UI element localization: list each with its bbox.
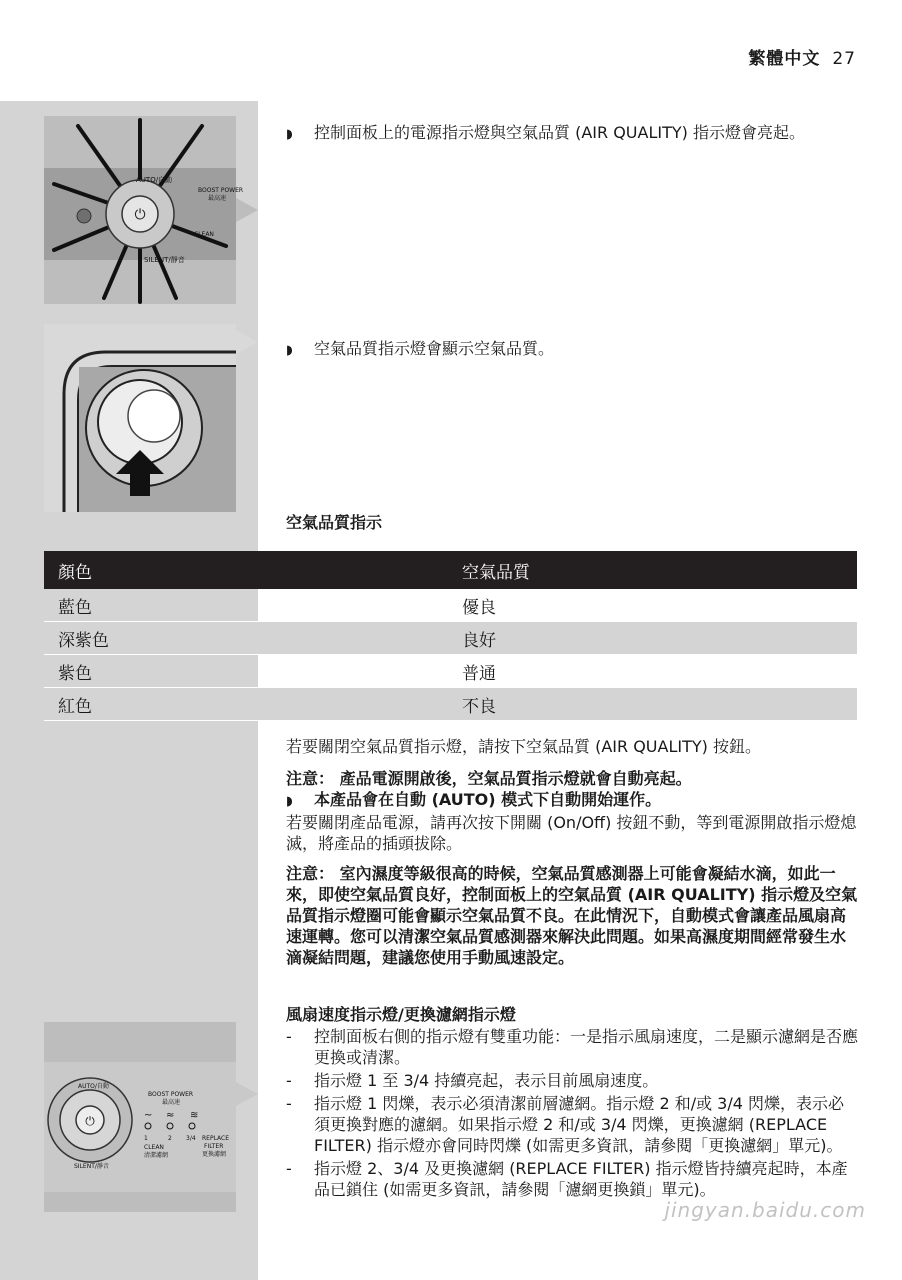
label-replace: REPLACE	[202, 1135, 230, 1142]
list-item-text: 指示燈 2、3/4 及更換濾網 (REPLACE FILTER) 指示燈皆持續亮起時，本產品已鎖住 (如需更多資訊，請參閱「濾網更換鎖」單元)。	[314, 1159, 848, 1199]
page-number: 27	[832, 49, 856, 69]
table-header-row	[44, 551, 857, 589]
p1-text: 若要關閉空氣品質指示燈，請按下空氣品質 (AIR QUALITY) 按鈕。	[286, 737, 761, 756]
dash-marker: -	[286, 1027, 292, 1046]
page-header	[748, 44, 856, 69]
label-boost-power: BOOST POWER	[198, 187, 244, 194]
section-title-aq: 空氣品質指示	[286, 513, 383, 532]
table-row	[44, 589, 857, 622]
header-language: 繁體中文	[748, 49, 821, 69]
fan-indicator-list	[286, 1026, 858, 1202]
table-header-quality: 空氣品質	[448, 551, 857, 589]
table-header-color: 顏色	[44, 551, 448, 589]
list-item	[286, 1026, 858, 1068]
bullet-power-light	[286, 122, 856, 146]
bullet-aq-display	[286, 338, 856, 362]
label-boost-power: BOOST POWER	[148, 1091, 194, 1098]
power-icon: ⏻	[85, 1114, 95, 1128]
control-panel-illustration	[44, 116, 244, 304]
table-cell-color: 藍色	[44, 589, 448, 622]
figure-pointer	[236, 330, 258, 354]
figure-fan-panel	[44, 1022, 236, 1212]
table-cell-color: 深紫色	[44, 622, 448, 655]
label-auto: AUTO/自動	[136, 176, 173, 184]
list-item-text: 指示燈 1 至 3/4 持續亮起，表示目前風扇速度。	[314, 1071, 659, 1090]
fan-panel-illustration	[44, 1022, 236, 1212]
aq-sensor	[77, 209, 91, 223]
bullet-text-2: 空氣品質指示燈會顯示空氣品質。	[314, 339, 555, 358]
table-cell-quality: 不良	[448, 688, 857, 721]
dash-marker: -	[286, 1094, 292, 1113]
label-boost-cn: 最高速	[162, 1099, 181, 1106]
label-auto: AUTO/自動	[78, 1083, 109, 1090]
note-power-on	[286, 768, 858, 854]
table-row	[44, 622, 857, 655]
label-two: 2	[168, 1135, 172, 1142]
figure-control-panel-lit	[44, 116, 244, 304]
note2-text: 注意： 室內濕度等級很高的時候，空氣品質感測器上可能會凝結水滴，如此一來，即使空氣品質良好，控制面板上的空氣品質 (AIR QUALITY) 指示燈及空氣品質指示燈圈可能會顯示空氣品質不良。在此情況下，自動模式會讓產品風扇高速運轉。您可以清潔空氣品質感測器來解決此問題。如果高濕度期間經常發生水滴凝結問題，建議您使用手動風速設定。	[286, 864, 858, 967]
label-one: 1	[144, 1135, 148, 1142]
list-item-text: 控制面板右側的指示燈有雙重功能：一是指示風扇速度，二是顯示濾網是否應更換或清潔。	[314, 1027, 859, 1067]
list-item	[286, 1093, 858, 1156]
figure-aq-ring	[44, 324, 236, 512]
fan-speed-1-icon: ~	[144, 1110, 153, 1121]
table-cell-color: 紫色	[44, 655, 448, 688]
table-row	[44, 688, 857, 721]
label-clean: CLEAN	[144, 1144, 164, 1151]
label-boost-cn: 最高速	[208, 195, 227, 202]
label-silent: SILENT/靜音	[74, 1163, 109, 1170]
figure-pointer	[236, 198, 258, 222]
dash-marker: -	[286, 1071, 292, 1090]
table-cell-quality: 普通	[448, 655, 857, 688]
fan-speed-2-icon: ≈	[166, 1110, 175, 1121]
label-replace-cn: 更換濾網	[202, 1151, 227, 1158]
fan-section-title: 風扇速度指示燈/更換濾網指示燈	[286, 1005, 516, 1024]
figure-pointer	[236, 1082, 258, 1106]
watermark: jingyan.baidu.com	[664, 1198, 866, 1222]
label-clean-cn: 清潔濾網	[144, 1152, 169, 1159]
power-icon: ⏻	[134, 207, 146, 223]
list-item	[286, 1158, 858, 1200]
label-three-four: 3/4	[186, 1135, 196, 1142]
label-filter: FILTER	[204, 1143, 224, 1150]
table-cell-color: 紅色	[44, 688, 448, 721]
bullet-marker: ◗	[286, 127, 293, 142]
label-clean: CLEAN	[194, 231, 214, 238]
fan-speed-3-icon: ≋	[190, 1110, 199, 1121]
note1-title: 注意： 產品電源開啟後，空氣品質指示燈就會自動亮起。	[286, 769, 692, 788]
note1-bullet: 本產品會在自動 (AUTO) 模式下自動開始運作。	[314, 790, 662, 809]
table-cell-quality: 良好	[448, 622, 857, 655]
aq-ring-illustration	[44, 324, 236, 512]
dash-marker: -	[286, 1159, 292, 1178]
label-silent: SILENT/靜音	[144, 256, 185, 264]
paragraph-turn-off-aq	[286, 736, 858, 757]
bullet-marker: ◗	[286, 343, 293, 358]
bullet-marker: ◗	[286, 794, 293, 809]
bullet-text-1: 控制面板上的電源指示燈與空氣品質 (AIR QUALITY) 指示燈會亮起。	[314, 123, 805, 142]
list-item-text: 指示燈 1 閃爍，表示必須清潔前層濾網。指示燈 2 和/或 3/4 閃爍，表示必須更換對應的濾網。如果指示燈 2 和/或 3/4 閃爍，更換濾網 (REPLACE FILTER) 指示燈亦會同時閃爍 (如需更多資訊，請參閱「更換濾網」單元)。	[314, 1094, 845, 1155]
list-item	[286, 1070, 858, 1091]
note-humidity	[286, 863, 858, 968]
table-row	[44, 655, 857, 688]
note1-text: 若要關閉產品電源，請再次按下開關 (On/Off) 按鈕不動，等到電源開啟指示燈熄滅，將產品的插頭拔除。	[286, 813, 857, 853]
aq-color-table	[44, 551, 857, 721]
table-cell-quality: 優良	[448, 589, 857, 622]
